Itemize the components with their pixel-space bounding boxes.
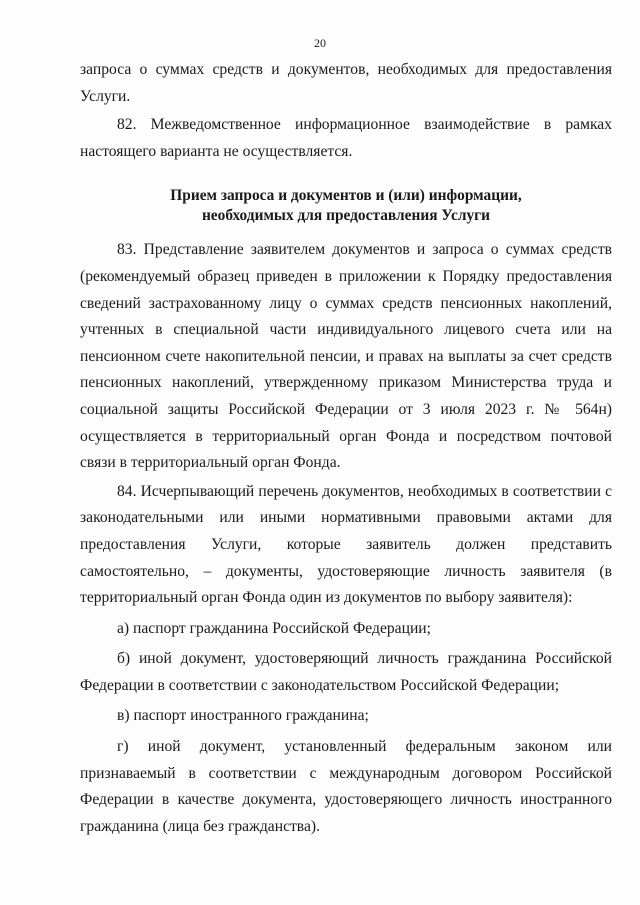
paragraph-83: 83. Представление заявителем документов и запроса о суммах средств (рекомендуемый образец приведен в приложении к Порядку предоставления сведений застрахованному лицу о суммах средств пенсионных накоплений, учтенных в специальной части индивидуального лицевого счета или на пенсионном счете накопительной пенсии, и правах на выплаты за счет средств пенсионных накоплений, утвержденному приказом Министерства труда и социальной защиты Российской Федерации от 3 июля 2023 г. № 564н) осуществляется в территориальный орган Фонда и посредством почтовой связи в территориальный орган Фонда. [80, 241, 612, 472]
section-heading [80, 186, 612, 226]
document-body [80, 57, 612, 840]
paragraph-continuation: запроса о суммах средств и документов, необходимых для предоставления Услуги. [80, 61, 612, 105]
list-item-b: б) иной документ, удостоверяющий личность гражданина Российской Федерации в соответствии с законодательством Российской Федерации; [80, 650, 612, 694]
section-heading-line-1: Прием запроса и документов и (или) информации, [170, 187, 522, 205]
paragraph-84: 84. Исчерпывающий перечень документов, необходимых в соответствии с законодательными или иными нормативными правовыми актами для предоставления Услуги, которые заявитель должен представить самостоятельно, – документы, удостоверяющие личность заявителя (в территориальный орган Фонда один из документов по выбору заявителя): [80, 482, 612, 607]
list-item-v: в) паспорт иностранного гражданина; [117, 707, 369, 725]
list-item-a: а) паспорт гражданина Российской Федерации; [117, 619, 431, 637]
section-heading-line-2: необходимых для предоставления Услуги [201, 207, 491, 225]
page-number: 20 [314, 36, 326, 50]
paragraph-82: 82. Межведомственное информационное взаимодействие в рамках настоящего варианта не осуществляется. [80, 116, 612, 160]
list-item-g: г) иной документ, установленный федеральным законом или признаваемый в соответствии с международным договором Российской Федерации в качестве документа, удостоверяющего личность иностранного гражданина (лица без гражданства). [80, 738, 612, 835]
